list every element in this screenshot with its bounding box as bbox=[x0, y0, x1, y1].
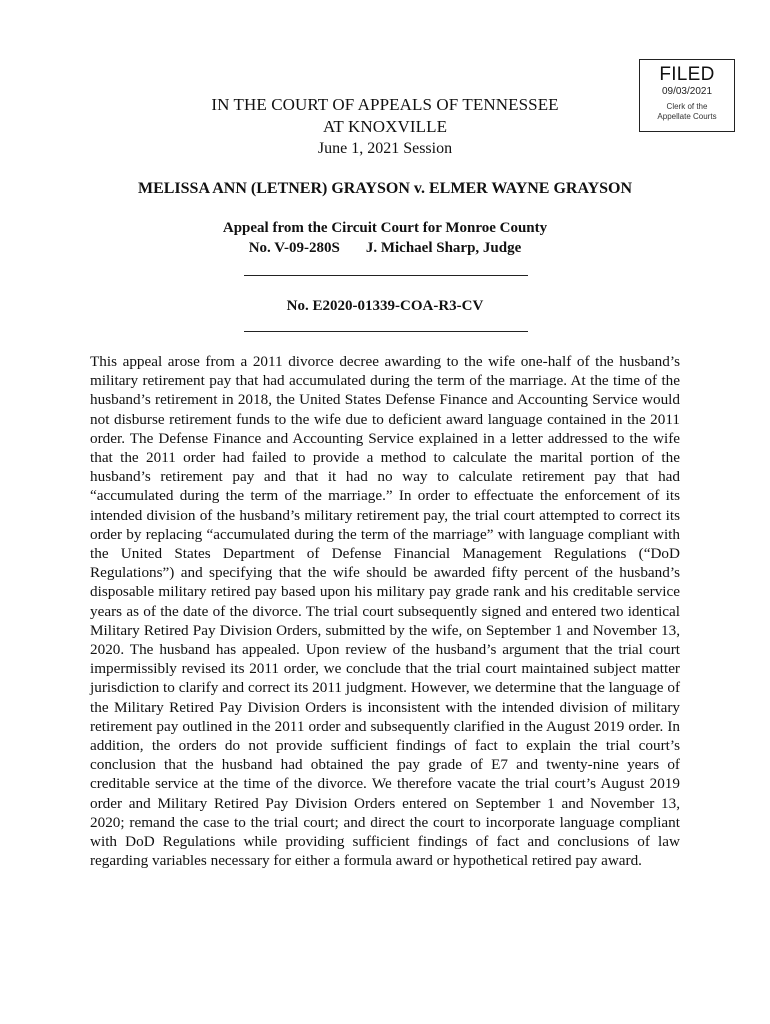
appellate-docket-number: No. E2020-01339-COA-R3-CV bbox=[286, 298, 484, 314]
trial-case-number: No. V-09-280S bbox=[248, 240, 340, 256]
court-header bbox=[0, 94, 770, 160]
trial-court-line bbox=[0, 238, 770, 258]
divider-bottom bbox=[244, 331, 528, 332]
filed-clerk-line1: Clerk of the bbox=[666, 102, 708, 111]
trial-judge: J. Michael Sharp, Judge bbox=[365, 240, 522, 256]
court-session: June 1, 2021 Session bbox=[317, 140, 453, 157]
appeal-info bbox=[0, 218, 770, 258]
filed-date: 09/03/2021 bbox=[661, 86, 713, 97]
divider-top bbox=[244, 275, 528, 276]
filed-clerk-line2: Appellate Courts bbox=[657, 112, 717, 121]
appeal-from: Appeal from the Circuit Court for Monroe County bbox=[222, 220, 548, 236]
case-abstract: This appeal arose from a 2011 divorce decree awarding to the wife one-half of the husband’s military retirement pay that had accumulated during the term of the marriage. At the time of the husband’s retirement in 2018, the United States Defense Finance and Accounting Service would not disburse retirement funds to the wife due to deficient award language contained in the 2011 order. The Defense Finance and Accounting Service explained in a letter addressed to the wife that the 2011 order had failed to provide a method to calculate the marital portion of the husband’s retirement pay and that it had no way to calculate retirement pay that had “accumulated during the term of the marriage.” In order to effectuate the enforcement of its intended division of the husband’s military retirement pay, the trial court attempted to correct its order by replacing “accumulated during the term of the marriage” with language compliant with the United States Department of Defense Financial Management Regulations (“DoD Regulations”) and specifying that the wife should be awarded fifty percent of the husband’s disposable military retired pay based upon his military pay grade rank and his creditable service years as of the date of the divorce. The trial court subsequently signed and entered two identical Military Retired Pay Division Orders, submitted by the wife, on September 1 and November 13, 2020. The husband has appealed. Upon review of the husband’s argument that the trial court impermissibly revised its 2011 order, we conclude that the trial court maintained subject matter jurisdiction to clarify and correct its 2011 judgment. However, we determine that the language of the Military Retired Pay Division Orders is inconsistent with the intended division of military retirement pay outlined in the 2011 order and subsequently clarified in the August 2019 order. In addition, the orders do not provide sufficient findings of fact to explain the trial court’s conclusion that the husband had obtained the pay grade of E7 and twenty-nine years of creditable service at the time of the divorce. We therefore vacate the trial court’s August 2019 order and Military Retired Pay Division Orders entered on September 1 and November 13, 2020; remand the case to the trial court; and direct the court to incorporate language compliant with DoD Regulations while providing sufficient findings of fact and conclusions of law regarding variables necessary for either a formula award or hypothetical retired pay award. bbox=[90, 353, 680, 870]
filed-label: FILED bbox=[659, 64, 715, 85]
court-location: AT KNOXVILLE bbox=[322, 117, 448, 136]
court-name: IN THE COURT OF APPEALS OF TENNESSEE bbox=[211, 95, 559, 114]
case-title: MELISSA ANN (LETNER) GRAYSON v. ELMER WAYNE GRAYSON bbox=[137, 180, 633, 197]
